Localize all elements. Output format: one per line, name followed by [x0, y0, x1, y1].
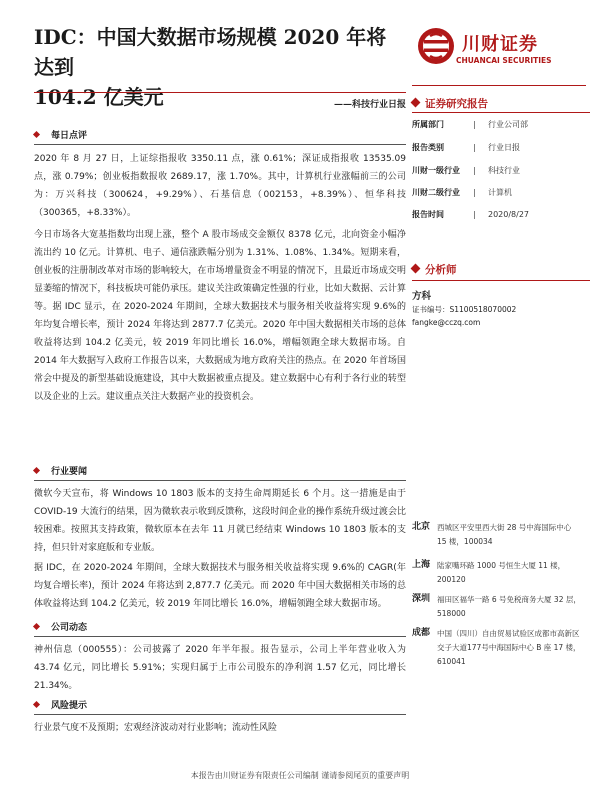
daily-review-paragraph-2: 今日市场各大宽基指数均出现上涨，整个 A 股市场成交金额仅 8378 亿元，北向资金小幅净流出约 10 亿元。计算机、电子、通信涨跌幅分别为 1.31%、1.08%、1.34%。短期来看，创业板的注册制改革对市场的影响较大，在市场增量资金不明显的情况下，且最近市场成交明显萎缩的情况下，科技板块可能仍承压。建议关注政策确定性强的行业，比如大数据、云计算等。据 IDC 显示，在 2020-2024 年期间，全球大数据技术与服务相关收益将实现 9.6%的年均复合增长率，预计 2024 年将达到 2877.7 亿美元。2020 年中国大数据相关市场的总体收益将达到 104.2 亿美元，较 2019 年同比增长 16.0%，增幅领跑全球大数据市场。自 2014 年大数据写入政府工作报告以来，大数据成为地方政府关注的热点。在 2020 年首场国常会中提及的新型基础设施建设，其中大数据被重点提及。建立数据中心有利于各行业的转型以及企业的上云。建议重点关注大数据产业的投资机会。: [34, 230, 406, 402]
info-row-industry-level-2: 川财二级行业 | 计算机: [412, 188, 512, 197]
company-news-paragraph-1: 神州信息（000555）：公司披露了 2020 年半年报。报告显示，公司上半年营业收入为 43.74 亿元，同比增长 5.91%；实现归属于上市公司股东的净利润 1.57 亿元，同比增长 21.34%。: [34, 645, 406, 691]
sidebar-divider: [412, 280, 590, 281]
title-line-2: 104.2 亿美元: [34, 85, 164, 109]
info-row-industry-level-1: 川财一级行业 | 科技行业: [412, 166, 520, 175]
section-bullet-icon: [33, 131, 40, 138]
sidebar-divider: [412, 112, 590, 113]
section-divider: [34, 144, 406, 145]
risk-paragraph: 行业景气度不及预期；宏观经济波动对行业影响；流动性风险: [34, 723, 278, 733]
section-divider: [34, 636, 406, 637]
analyst-email[interactable]: fangke@cczq.com: [412, 318, 481, 327]
section-bullet-icon: [33, 467, 40, 474]
analyst-heading: 分析师: [412, 262, 457, 277]
section-divider: [34, 714, 406, 715]
company-logo-icon: [416, 26, 456, 66]
industry-news-heading: 行业要闻: [34, 464, 87, 477]
title-divider: [34, 92, 406, 93]
info-row-report-type: 报告类别 | 行业日报: [412, 143, 520, 152]
section-bullet-icon: [33, 623, 40, 630]
daily-review-paragraph-1: 2020 年 8 月 27 日，上证综指报收 3350.11 点，涨 0.61%；深证成指报收 13535.09 点，涨 0.79%；创业板指数报收 2689.17，涨 1.70%。其中，计算机行业涨幅前三的公司为：万兴科技（300624，+9.29%）、石基信息（002153，+8.39%）、恒华科技（300365，+8.33%）。: [34, 154, 406, 218]
analyst-name: 方科: [412, 291, 432, 302]
logo-english-name: CHUANCAI SECURITIES: [456, 56, 552, 65]
daily-review-heading: 每日点评: [34, 128, 87, 141]
heading-marker-icon: [411, 264, 421, 274]
logo-divider: [412, 85, 586, 86]
info-row-report-date: 报告时间 | 2020/8/27: [412, 210, 530, 219]
risk-heading: 风险提示: [34, 698, 87, 711]
logo-brand-name: 川财证券: [462, 34, 538, 55]
industry-news-paragraph-1: 微软今天宣布，将 Windows 10 1803 版本的支持生命周期延长 6 个月。这一措施是由于 COVID-19 大流行的结果，因为微软表示收到反馈称，这段时间企业的操作系统升级过渡会比较困难。按照其支持政策，微软原本在去年 11 月就已经结束 Windows 10 1803 版本的支持，但只针对家庭版和专业版。: [34, 489, 406, 553]
report-subtitle: ——科技行业日报: [333, 100, 406, 110]
company-news-heading: 公司动态: [34, 620, 87, 633]
title-line-1: IDC：中国大数据市场规模 2020 年将达到: [34, 25, 387, 79]
info-row-department: 所属部门 | 行业公司部: [412, 120, 528, 129]
analyst-certificate: 证书编号：S1100518070002: [412, 305, 517, 314]
heading-marker-icon: [411, 98, 421, 108]
research-report-heading: 证券研究报告: [412, 96, 488, 111]
section-bullet-icon: [33, 701, 40, 708]
section-divider: [34, 480, 406, 481]
page-footer: 本报告由川财证券有限责任公司编制 谨请参阅尾页的重要声明: [190, 771, 410, 780]
industry-news-paragraph-2: 据 IDC，在 2020-2024 年期间，全球大数据技术与服务相关收益将实现 9.6%的 CAGR(年均复合增长率)，预计 2024 年将达到 2,877.7 亿美元。而 2020 年中国大数据相关市场的总体收益将达到 104.2 亿美元，较 2019 年同比增长 16.0%，增幅领跑全球大数据市场。: [34, 563, 406, 609]
